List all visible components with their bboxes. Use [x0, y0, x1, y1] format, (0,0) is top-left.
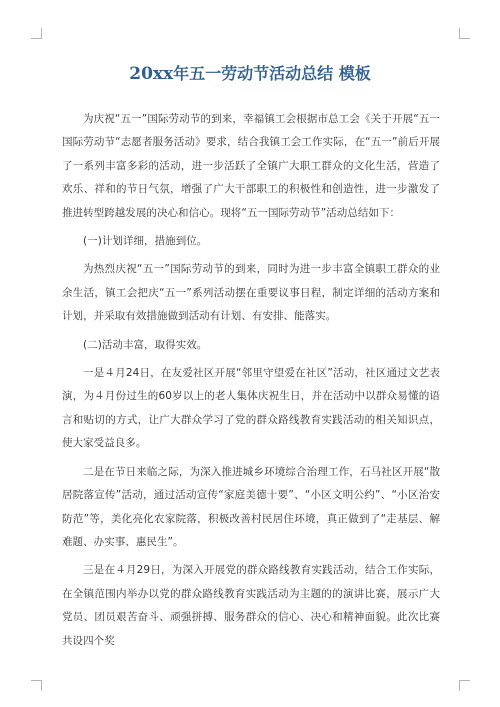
paragraph-activity-1: 一是４月24日，在友爱社区开展“邻里守望爱在社区”活动，社区通过文艺表演，为４月份过生的60岁以上的老人集体庆祝生日，并在活动中以群众易懂的语言和贴切的方式，让广大群众学习了党的群众路线教育实践活动的相关知识点，使大家受益良多。	[62, 367, 440, 450]
section-heading-1: (一)计划详细，措施到位。	[83, 235, 208, 248]
crop-mark-bottom-right	[459, 680, 470, 691]
document-title-year: 20xx	[129, 64, 174, 84]
crop-mark-top-left	[31, 28, 42, 39]
paragraph-intro: 为庆祝“五一”国际劳动节的到来，幸福镇工会根据市总工会《关于开展“五一国际劳动节“志愿者服务活动》要求，结合我镇工会工作实际，在“五一”前后开展了一系列丰富多彩的活动，进一步活跃了全镇广大职工群众的文化生活，营造了欢乐、祥和的节日气氛，增强了广大干部职工的积极性和创造性，进一步激发了推进转型跨越发展的决心和信心。现将“五一国际劳动节”活动总结如下：	[62, 113, 440, 219]
document-title	[40, 61, 460, 84]
section-heading-2: (二)活动丰富，取得实效。	[83, 338, 208, 351]
paragraph-planning: 为热烈庆祝“五一”国际劳动节的到来，同时为进一步丰富全镇职工群众的业余生活，镇工会把庆“五一”系列活动摆在重要议事日程，制定详细的活动方案和计划，并采取有效措施做到活动有计划、有安排、能落实。	[62, 263, 440, 323]
crop-mark-top-right	[459, 28, 470, 39]
paragraph-activity-2: 二是在节日来临之际，为深入推进城乡环境综合治理工作，石马社区开展“散居院落宣传”活动，通过活动宣传“家庭美德十要”、“小区文明公约”、“小区治安防范”等，美化亮化农家院落，积极改善村民居住环境，真正做到了“走基层、解难题、办实事、惠民生”。	[62, 465, 440, 548]
document-title-text: 年五一劳动节活动总结 模板	[173, 64, 371, 83]
paragraph-activity-3: 三是在４月29日，为深入开展党的群众路线教育实践活动，结合工作实际，在全镇范围内举办以党的群众路线教育实践活动为主题的的演讲比赛，展示广大党员、团员艰苦奋斗、顽强拼搏、服务群众的信心、决心和精神面貌。此次比赛共设四个奖	[62, 564, 440, 647]
crop-mark-bottom-left	[31, 680, 42, 691]
document-body	[62, 108, 440, 653]
